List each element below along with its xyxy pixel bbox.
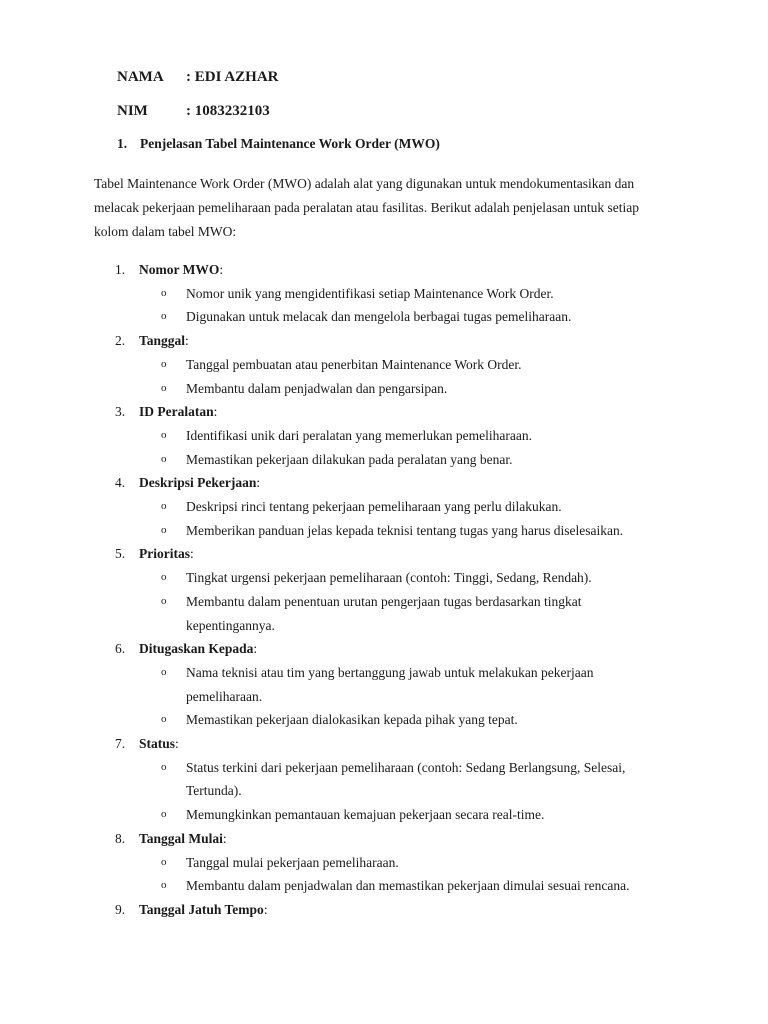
list-item-title: Tanggal bbox=[139, 333, 186, 349]
list-item-heading bbox=[115, 732, 768, 756]
list-item-colon: : bbox=[219, 262, 224, 277]
sub-list-text: Memungkinkan pemantauan kemajuan pekerjaan secara real-time. bbox=[186, 807, 545, 823]
sub-list-text: Identifikasi unik dari peralatan yang memerlukan pemeliharaan. bbox=[186, 427, 532, 443]
list-item-title: ID Peralatan bbox=[139, 404, 214, 420]
sub-list bbox=[139, 495, 768, 542]
list-item bbox=[0, 732, 768, 827]
list-item-title: Ditugaskan Kepada bbox=[139, 641, 254, 657]
sub-list-item bbox=[139, 851, 656, 875]
sub-list-item bbox=[139, 377, 656, 401]
sub-list-item bbox=[139, 448, 656, 472]
sub-list-text: Memastikan pekerjaan dialokasikan kepada pihak yang tepat. bbox=[186, 712, 518, 728]
circle-bullet-icon: o bbox=[161, 808, 167, 821]
nim-label: NIM bbox=[117, 103, 148, 119]
list-item-colon: : bbox=[175, 736, 179, 752]
sub-list-text: Status terkini dari pekerjaan pemeliharaan (contoh: Sedang Berlangsung, Selesai, Tertunda). bbox=[186, 759, 626, 799]
sub-list-text: Tingkat urgensi pekerjaan pemeliharaan (contoh: Tinggi, Sedang, Rendah). bbox=[186, 570, 592, 586]
sub-list bbox=[139, 353, 768, 400]
circle-bullet-icon: o bbox=[161, 286, 167, 299]
circle-bullet-icon: o bbox=[161, 855, 167, 868]
sub-list-text: Membantu dalam penjadwalan dan pengarsipan. bbox=[186, 380, 448, 396]
list-item-number: 5. bbox=[115, 546, 126, 562]
list-item bbox=[0, 542, 768, 637]
circle-bullet-icon: o bbox=[161, 523, 167, 536]
list-item-heading bbox=[115, 400, 768, 424]
column-explanation-list bbox=[0, 258, 768, 922]
sub-list-item bbox=[139, 874, 656, 898]
sub-list-text: Deskripsi rinci tentang pekerjaan pemeliharaan yang perlu dilakukan. bbox=[186, 499, 562, 515]
list-item-heading bbox=[115, 329, 768, 353]
sub-list bbox=[139, 756, 768, 827]
circle-bullet-icon: o bbox=[161, 357, 167, 370]
list-item-number: 4. bbox=[115, 475, 126, 491]
list-item bbox=[0, 637, 768, 732]
sub-list-text: Memberikan panduan jelas kepada teknisi tentang tugas yang harus diselesaikan. bbox=[186, 522, 624, 538]
list-item-number: 6. bbox=[115, 641, 126, 657]
sub-list-text: Nama teknisi atau tim yang bertanggung jawab untuk melakukan pekerjaan pemeliharaan. bbox=[186, 664, 594, 704]
list-item-number: 7. bbox=[115, 736, 126, 752]
list-item-title: Prioritas bbox=[139, 546, 190, 562]
list-item-heading bbox=[115, 637, 768, 661]
name-label: NAMA bbox=[117, 69, 164, 85]
circle-bullet-icon: o bbox=[161, 594, 167, 607]
sub-list-item bbox=[139, 566, 656, 590]
sub-list-item bbox=[139, 803, 656, 827]
sub-list-text: Membantu dalam penentuan urutan pengerjaan tugas berdasarkan tingkat kepentingannya. bbox=[186, 593, 582, 633]
sub-list-text: Tanggal mulai pekerjaan pemeliharaan. bbox=[186, 854, 399, 870]
circle-bullet-icon: o bbox=[161, 665, 167, 678]
sub-list bbox=[139, 282, 768, 329]
sub-list bbox=[139, 424, 768, 471]
section-number: 1. bbox=[117, 136, 128, 151]
list-item-number: 3. bbox=[115, 404, 126, 420]
list-item-colon: : bbox=[253, 641, 258, 657]
sub-list-text: Digunakan untuk melacak dan mengelola berbagai tugas pemeliharaan. bbox=[186, 309, 572, 325]
list-item-colon: : bbox=[185, 333, 189, 349]
sub-list-item bbox=[139, 590, 656, 637]
circle-bullet-icon: o bbox=[161, 381, 167, 394]
sub-list bbox=[139, 661, 768, 732]
list-item-title: Tanggal Mulai bbox=[139, 830, 223, 846]
sub-list bbox=[139, 566, 768, 637]
sub-list-item bbox=[139, 495, 656, 519]
circle-bullet-icon: o bbox=[161, 713, 167, 726]
list-item bbox=[0, 400, 768, 471]
sub-list-item bbox=[139, 424, 656, 448]
sub-list bbox=[139, 851, 768, 898]
sub-list-text: Membantu dalam penjadwalan dan memastikan pekerjaan dimulai sesuai rencana. bbox=[186, 878, 630, 894]
list-item-title: Deskripsi Pekerjaan bbox=[139, 475, 257, 491]
sub-list-text: Nomor unik yang mengidentifikasi setiap Maintenance Work Order. bbox=[186, 285, 554, 301]
list-item-colon: : bbox=[189, 546, 194, 562]
list-item-title: Tanggal Jatuh Tempo bbox=[139, 901, 264, 917]
list-item-number: 2. bbox=[115, 333, 126, 349]
list-item bbox=[0, 329, 768, 400]
list-item-number: 9. bbox=[115, 901, 126, 917]
list-item-title: Status bbox=[139, 736, 176, 752]
sub-list-item bbox=[139, 519, 656, 543]
sub-list-item bbox=[139, 353, 656, 377]
nim-value: : 1083232103 bbox=[186, 103, 270, 119]
sub-list-item bbox=[139, 661, 656, 708]
sub-list-item bbox=[139, 282, 656, 306]
circle-bullet-icon: o bbox=[161, 310, 167, 323]
sub-list-text: Tanggal pembuatan atau penerbitan Maintenance Work Order. bbox=[186, 356, 522, 372]
circle-bullet-icon: o bbox=[161, 428, 167, 441]
list-item-heading bbox=[115, 827, 768, 851]
list-item-colon: : bbox=[263, 901, 268, 917]
list-item-title: Nomor MWO bbox=[139, 262, 220, 277]
circle-bullet-icon: o bbox=[161, 452, 167, 465]
list-item-number: 1. bbox=[115, 262, 126, 277]
name-value: : EDI AZHAR bbox=[186, 69, 279, 85]
circle-bullet-icon: o bbox=[161, 879, 167, 892]
list-item-heading bbox=[115, 898, 768, 922]
list-item bbox=[0, 827, 768, 898]
list-item bbox=[0, 898, 768, 922]
list-item-heading bbox=[115, 258, 768, 282]
sub-list-item bbox=[139, 708, 656, 732]
section-title: Penjelasan Tabel Maintenance Work Order (MWO) bbox=[140, 136, 440, 151]
sub-list-item bbox=[139, 756, 656, 803]
list-item bbox=[0, 471, 768, 542]
sub-list-item bbox=[139, 305, 656, 329]
sub-list-text: Memastikan pekerjaan dilakukan pada peralatan yang benar. bbox=[186, 451, 513, 467]
list-item-colon: : bbox=[222, 830, 227, 846]
intro-paragraph: Tabel Maintenance Work Order (MWO) adalah alat yang digunakan untuk mendokumentasikan dan melacak pekerjaan pemeliharaan pada peralatan atau fasilitas. Berikut adalah penjelasan untuk setiap kolom dalam tabel MWO: bbox=[94, 176, 639, 239]
circle-bullet-icon: o bbox=[161, 500, 167, 513]
circle-bullet-icon: o bbox=[161, 760, 167, 773]
list-item-colon: : bbox=[256, 475, 261, 491]
list-item-number: 8. bbox=[115, 830, 126, 846]
list-item bbox=[0, 258, 768, 329]
list-item-colon: : bbox=[213, 404, 218, 420]
list-item-heading bbox=[115, 542, 768, 566]
list-item-heading bbox=[115, 471, 768, 495]
circle-bullet-icon: o bbox=[161, 571, 167, 584]
